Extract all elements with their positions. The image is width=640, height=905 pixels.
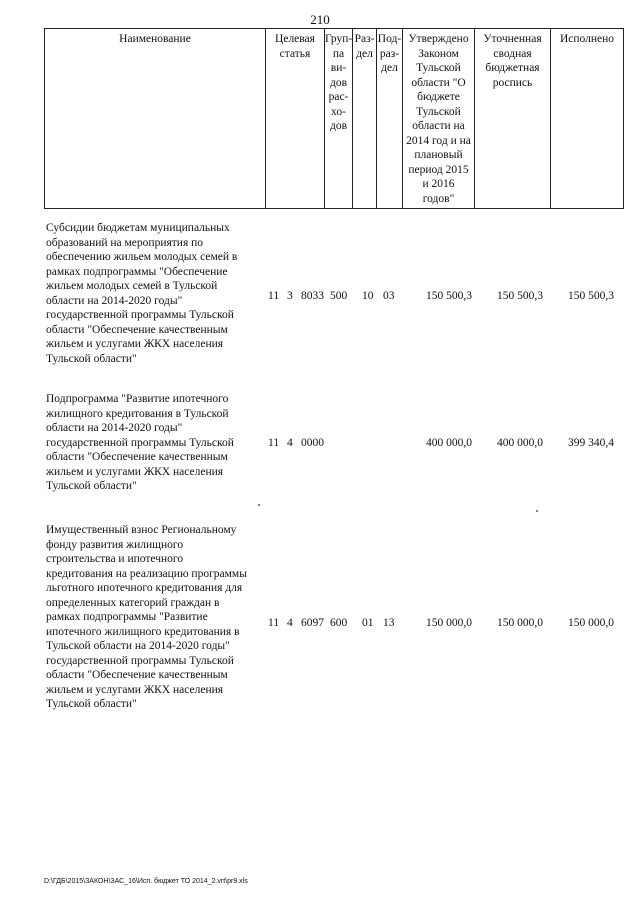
expense-group: 500 [330, 290, 348, 302]
row-name: Имущественный взнос Региональному фонду развития жилищного строительства и ипотечного кредитования на реализацию программы льготного ипотечного кредитования для определенных категорий граждан в рамках подпрограммы "Развитие ипотечного жилищного кредитования в Тульской области на 2014-2020 годы" государственной программы Тульской области "Обеспечение качественным жильем и услугами ЖКХ населения Тульской области" [46, 524, 247, 710]
subsection: 03 [383, 290, 395, 302]
header-target-article: Целевая статья [265, 28, 324, 209]
executed-amount: 150 000,0 [568, 617, 614, 629]
target-article-part1: 11 [268, 437, 280, 449]
header-approved: Утверждено Законом Тульской области "О бюджете Тульской области на 2014 год и на плановый период 2015 и 2016 годов" [402, 28, 474, 209]
header-expense-group: Груп- па ви- дов рас- хо- дов [324, 28, 352, 209]
header-revised: Уточненная сводная бюджетная роспись [474, 28, 550, 209]
executed-amount: 150 500,3 [568, 290, 614, 302]
row-name: Подпрограмма "Развитие ипотечного жилищного кредитования в Тульской области на 2014-2020 годы" государственной программы Тульской области "Обеспечение качественным жильем и услугами ЖКХ населения Тульской области" [46, 393, 234, 492]
scan-speck [536, 510, 538, 512]
header-section: Раз- дел [352, 28, 376, 209]
target-article-part2: 3 [287, 290, 293, 302]
approved-amount: 400 000,0 [426, 437, 472, 449]
table-row [44, 221, 634, 371]
expense-group: 600 [330, 617, 348, 629]
target-article-part3: 8033 [301, 290, 324, 302]
revised-amount: 400 000,0 [497, 437, 543, 449]
file-path-footer: D:\ГДБ\2015\ЗАКОН\ЗАС_16\Исп. бюджет ТО 2014_2.vrt\pr9.xls [44, 878, 248, 885]
header-subsection: Под- раз- дел [376, 28, 402, 209]
row-name: Субсидии бюджетам муниципальных образований на мероприятия по обеспечению жильем молодых семей в рамках подпрограммы "Обеспечение жильем молодых семей в Тульской области на 2014-2020 годы" государственной программы Тульской области "Обеспечение качественным жильем и услугами ЖКХ населения Тульской области" [46, 222, 238, 365]
scan-speck [258, 504, 260, 506]
target-article-part1: 11 [268, 617, 280, 629]
revised-amount: 150 500,3 [497, 290, 543, 302]
target-article-part1: 11 [268, 290, 280, 302]
section: 10 [362, 290, 374, 302]
executed-amount: 399 340,4 [568, 437, 614, 449]
section: 01 [362, 617, 374, 629]
table-row [44, 523, 634, 718]
table-header [44, 28, 624, 209]
subsection: 13 [383, 617, 395, 629]
target-article-part2: 4 [287, 617, 293, 629]
target-article-part3: 6097 [301, 617, 324, 629]
table-row [44, 392, 634, 497]
page-number: 210 [310, 12, 330, 27]
approved-amount: 150 500,3 [426, 290, 472, 302]
header-executed: Исполнено [550, 28, 624, 209]
revised-amount: 150 000,0 [497, 617, 543, 629]
target-article-part3: 0000 [301, 437, 324, 449]
target-article-part2: 4 [287, 437, 293, 449]
approved-amount: 150 000,0 [426, 617, 472, 629]
header-name: Наименование [44, 28, 265, 209]
